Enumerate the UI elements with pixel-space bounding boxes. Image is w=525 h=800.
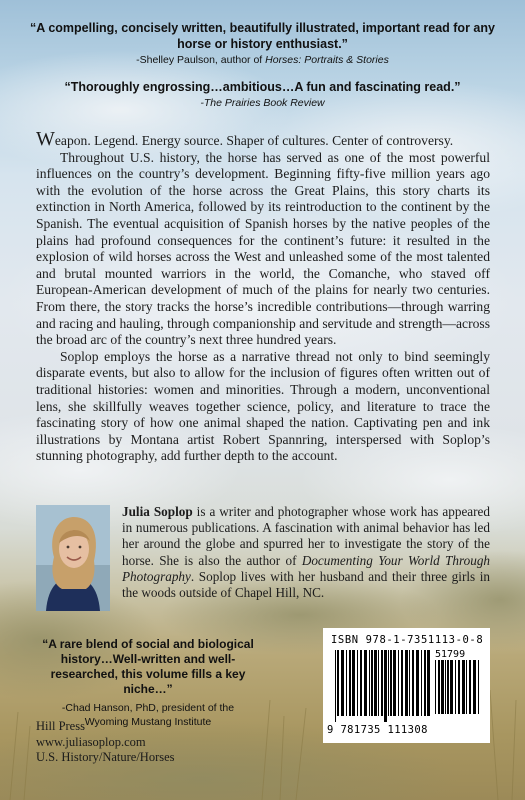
barcode-bar [352, 650, 355, 716]
barcode-bar [405, 650, 408, 716]
barcode-bar [393, 650, 396, 716]
barcode-bar [450, 660, 453, 714]
barcode-bar [416, 650, 419, 716]
blurb-paragraph-3: Soplop employs the horse as a narrative thread not only to bind seemingly disparate events, but also to allow for the inclusion of figures often written out of traditional histories: women and minorities. Through a modern, unconventional lens, she skillfully weaves together science, policy, and literature to trace the fascinating story of how one animal shaped the nation. Captivating pen and ink illustrations by Montana artist Robert Spannring, interspersed with Soplop’s stunning photography, add further depth to the account. [36, 348, 490, 464]
barcode-bar [384, 650, 387, 722]
barcode-bar [447, 660, 449, 714]
barcode-bar [445, 660, 446, 714]
barcode-bar [478, 660, 479, 714]
barcode-bar [381, 650, 383, 716]
barcode-bar [378, 650, 379, 716]
barcode-bars [329, 648, 485, 724]
barcode-bar [374, 650, 377, 716]
barcode-bar [427, 650, 430, 716]
barcode-bar [364, 650, 367, 716]
attribution-book-title: Horses: Portraits & Stories [265, 54, 389, 66]
top-review-attribution-2: -The Prairies Book Review [200, 97, 325, 109]
author-photo [36, 505, 110, 611]
author-portrait-illustration [36, 505, 110, 611]
barcode-addon-code: 51799 [435, 649, 466, 660]
barcode-bar [371, 650, 373, 716]
barcode-bar [455, 660, 456, 714]
barcode-bar [337, 650, 339, 716]
bottom-attribution-line-1: -Chad Hanson, PhD, president of the [61, 702, 235, 714]
barcode-bar [462, 660, 465, 714]
publisher-name: Hill Press [36, 719, 85, 733]
author-bio [122, 504, 490, 601]
attribution-prefix: -Shelley Paulson, author of [136, 54, 266, 66]
author-bio-text-b: . Soplop lives with her husband and their three girls in the woods outside of Chapel Hill, NC. [122, 568, 490, 601]
barcode-bar [458, 660, 460, 714]
barcode-bar [409, 650, 410, 716]
book-categories: U.S. History/Nature/Horses [36, 750, 175, 764]
blurb-paragraph-2: Throughout U.S. history, the horse has served as one of the most powerful influences on the country’s development. Beginning fifty-five million years ago with the evolution of the horse across the Great Plains, this story charts its extinction in North America, followed by its reintroduction to the continent by the Spanish. The eventual acquisition of Spanish horses by the native peoples of the plains had profound consequences for the continent’s future: it resulted in the explosion of wild horses across the West and unleashed some of the most talented and brutal mounted warriors in the world, the Comanche, who staved off European-American development of much of the plains for nearly two centuries. From there, the story tracks the horse’s incredible contributions—through warring and racing and hauling, through companionship and servitude and strength—across the broad arc of the country’s next three hundred years. [36, 149, 490, 348]
book-description [36, 128, 490, 465]
ean-digits: 9 781735 111308 [327, 724, 428, 736]
bottom-attribution-line-2: Wyoming Mustang Institute [84, 716, 212, 728]
blurb-opening-line [36, 128, 490, 150]
blurb-opening-rest: eapon. Legend. Energy source. Shaper of cultures. Center of controversy. [54, 133, 454, 148]
bottom-review [28, 637, 268, 729]
barcode-bar [466, 660, 467, 714]
barcode-bar [438, 660, 440, 714]
barcode-bar [441, 660, 444, 714]
barcode-bar [412, 650, 414, 716]
barcode-bar [424, 650, 426, 716]
barcode-bar [398, 650, 399, 716]
bottom-review-quote: “A rare blend of social and biological history…Well-written and well-researched, this volume fills a key niche…” [42, 637, 254, 696]
author-other-book-title: Documenting Your World Through Photography [122, 552, 491, 584]
top-review-attribution-1 [20, 54, 505, 66]
top-review-quote-2: “Thoroughly engrossing…ambitious…A fun and fascinating read.” [64, 80, 461, 94]
publisher-website: www.juliasoplop.com [36, 734, 146, 749]
top-review-quote-1: “A compelling, concisely written, beautifully illustrated, important read for any horse or history enthusiast.” [30, 21, 495, 51]
isbn-label: ISBN 978-1-7351113-0-8 [331, 634, 484, 646]
barcode-bar [388, 650, 389, 716]
barcode-bar [349, 650, 351, 716]
barcode-bar [401, 650, 403, 716]
barcode-bar [469, 660, 471, 714]
barcode-bar [473, 660, 476, 714]
barcode-bar [360, 650, 362, 716]
publisher-info [36, 719, 175, 766]
barcode-bar [346, 650, 347, 716]
barcode-bar [369, 650, 370, 716]
barcode-bar [435, 660, 436, 714]
barcode-bar [390, 650, 392, 716]
author-bio-text-a: is a writer and photographer whose work has appeared in numerous publications. A fascination with animal behavior has led her around the globe and spurred her to investigate the story of the horse. She is also the author of [122, 504, 490, 568]
barcode-bar [335, 650, 336, 722]
barcode-bar [357, 650, 358, 716]
drop-cap: W [36, 128, 55, 150]
barcode-bar [421, 650, 422, 716]
author-name: Julia Soplop [122, 504, 193, 519]
isbn-barcode [323, 628, 490, 743]
barcode-bar [341, 650, 344, 716]
